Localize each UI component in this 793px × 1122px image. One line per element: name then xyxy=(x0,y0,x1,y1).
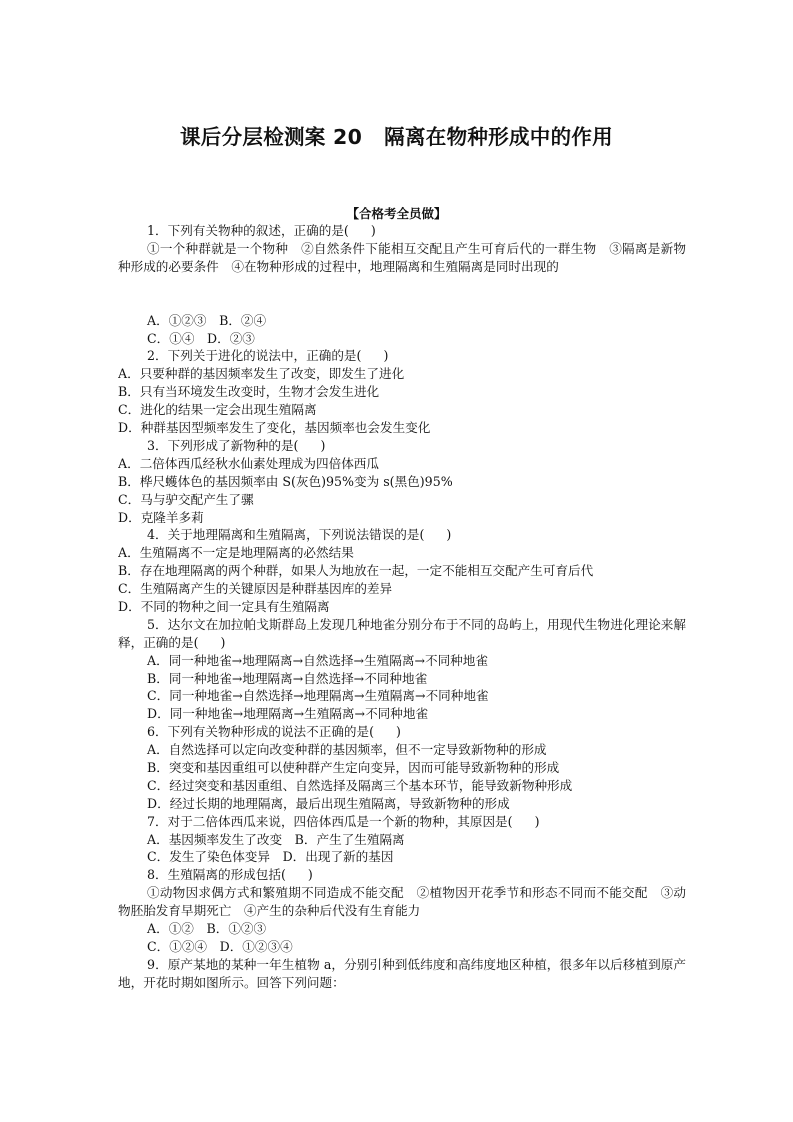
title-lesson: 课后分层检测案 20 xyxy=(180,125,363,149)
question-6-option-d: D．经过长期的地理隔离，最后出现生殖隔离，导致新物种的形成 xyxy=(147,795,510,811)
question-list xyxy=(118,222,686,992)
question-8-options-ab: A．①② B．①②③ xyxy=(147,921,267,937)
question-2-option-a: A．只要种群的基因频率发生了改变，即发生了进化 xyxy=(118,366,405,382)
question-4-option-a: A．生殖隔离不一定是地理隔离的必然结果 xyxy=(118,545,354,561)
title-topic: 隔离在物种形成中的作用 xyxy=(384,125,613,149)
question-5-option-c: C．同一种地雀→自然选择→地理隔离→生殖隔离→不同种地雀 xyxy=(147,688,489,704)
question-9-stem: 9．原产某地的某种一年生植物 a，分别引种到低纬度和高纬度地区种植，很多年以后移植到原产地，开花时期如图所示。回答下列问题： xyxy=(118,956,686,990)
question-2-option-d: D．种群基因型频率发生了变化，基因频率也会发生变化 xyxy=(118,420,431,436)
question-4-option-b: B．存在地理隔离的两个种群，如果人为地放在一起，一定不能相互交配产生可育后代 xyxy=(118,563,594,579)
question-8-options-cd: C．①②④ D．①②③④ xyxy=(147,938,293,954)
question-5-option-d: D．同一种地雀→地理隔离→生殖隔离→不同种地雀 xyxy=(147,706,429,722)
answer-space xyxy=(118,276,686,312)
section-header: 【合格考全员做】 xyxy=(346,206,447,221)
question-5-option-a: A．同一种地雀→地理隔离→自然选择→生殖隔离→不同种地雀 xyxy=(147,652,488,668)
question-6-option-b: B．突变和基因重组可以使种群产生定向变异，因而可能导致新物种的形成 xyxy=(147,760,560,775)
question-2-stem: 2．下列关于进化的说法中，正确的是( ) xyxy=(147,348,389,364)
question-1-stem: 1．下列有关物种的叙述，正确的是( ) xyxy=(147,223,376,238)
question-3-option-d: D．克隆羊多莉 xyxy=(118,509,204,525)
question-5-stem: 5．达尔文在加拉帕戈斯群岛上发现几种地雀分别分布于不同的岛屿上，用现代生物进化理论来解释，正确的是( ) xyxy=(118,616,686,650)
question-6-option-a: A．自然选择可以定向改变种群的基因频率，但不一定导致新物种的形成 xyxy=(147,742,547,758)
question-3-option-a: A．二倍体西瓜经秋水仙素处理成为四倍体西瓜 xyxy=(118,455,379,471)
question-7-stem: 7．对于二倍体西瓜来说，四倍体西瓜是一个新的物种，其原因是( ) xyxy=(147,813,540,829)
question-4-stem: 4．关于地理隔离和生殖隔离，下列说法错误的是( ) xyxy=(147,527,452,543)
question-3-option-c: C．马与驴交配产生了骡 xyxy=(118,491,254,507)
question-2-option-b: B．只有当环境发生改变时，生物才会发生进化 xyxy=(118,384,380,400)
question-1-options-ab: A．①②③ B．②④ xyxy=(147,312,267,328)
question-7-options-cd: C．发生了染色体变异 D．出现了新的基因 xyxy=(147,849,394,865)
question-6-stem: 6．下列有关物种形成的说法不正确的是( ) xyxy=(147,724,401,740)
page-title xyxy=(0,120,793,150)
question-7-options-ab: A．基因频率发生了改变 B．产生了生殖隔离 xyxy=(147,831,405,847)
question-4-option-c: C．生殖隔离产生的关键原因是种群基因库的差异 xyxy=(118,581,393,597)
question-8-statements: ①动物因求偶方式和繁殖期不同造成不能交配 ②植物因开花季节和形态不同而不能交配 ③动物胚胎发育早期死亡 ④产生的杂种后代没有生育能力 xyxy=(118,885,686,919)
question-1-options-cd: C．①④ D．②③ xyxy=(147,330,255,346)
question-5-option-b: B．同一种地雀→地理隔离→自然选择→不同种地雀 xyxy=(147,670,428,686)
question-3-option-b: B．桦尺蠖体色的基因频率由 S(灰色)95%变为 s(黑色)95% xyxy=(118,473,453,489)
question-3-stem: 3．下列形成了新物种的是( ) xyxy=(147,437,326,453)
question-2-option-c: C．进化的结果一定会出现生殖隔离 xyxy=(118,402,317,418)
question-8-stem: 8．生殖隔离的形成包括( ) xyxy=(147,867,313,883)
question-6-option-c: C．经过突变和基因重组、自然选择及隔离三个基本环节，能导致新物种形成 xyxy=(147,777,573,793)
question-4-option-d: D．不同的物种之间一定具有生殖隔离 xyxy=(118,598,330,614)
question-1-statements: ①一个种群就是一个物种 ②自然条件下能相互交配且产生可育后代的一群生物 ③隔离是新物种形成的必要条件 ④在物种形成的过程中，地理隔离和生殖隔离是同时出现的 xyxy=(118,240,686,274)
